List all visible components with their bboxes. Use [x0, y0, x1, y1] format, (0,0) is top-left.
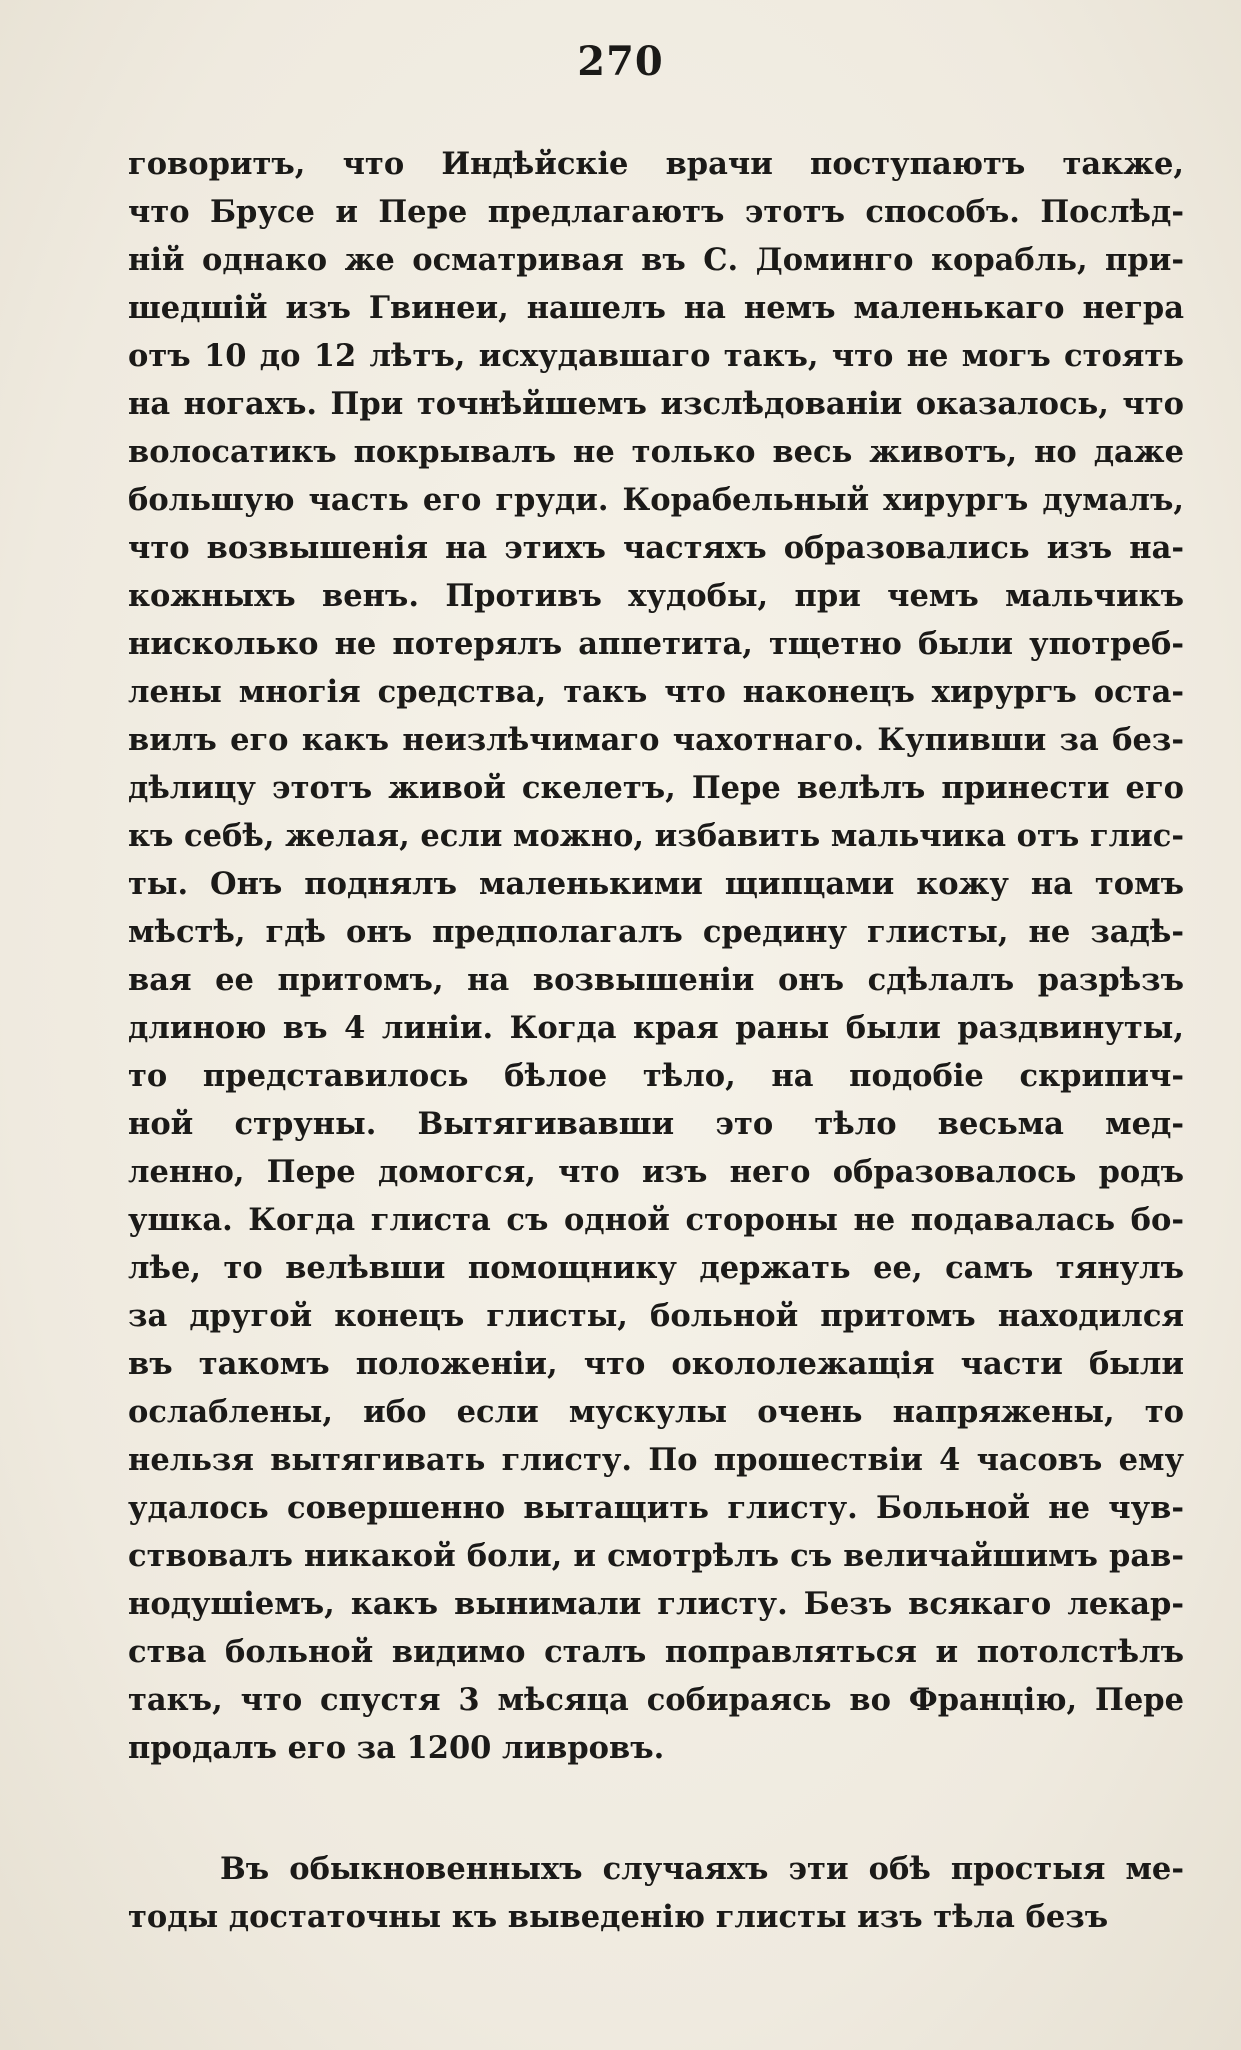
text-line: вая ее притомъ, на возвышеніи онъ сдѣлалъ разрѣзъ: [128, 962, 1184, 998]
text-line: шедшій изъ Гвинеи, нашелъ на немъ маленькаго негра: [128, 290, 1184, 326]
text-line: длиною въ 4 линіи. Когда края раны были раздвинуты,: [128, 1010, 1184, 1046]
text-line: ства больной видимо сталъ поправляться и потолстѣлъ: [128, 1634, 1184, 1670]
text-line: удалось совершенно вытащить глисту. Больной не чув-: [128, 1490, 1184, 1526]
text-line: тоды достаточны къ выведенію глисты изъ тѣла безъ: [128, 1899, 1109, 1935]
paragraph-2: [128, 1845, 1184, 1941]
text-line: большую часть его груди. Корабельный хирургъ думалъ,: [128, 482, 1184, 518]
text-line: продалъ его за 1200 ливровъ.: [128, 1730, 665, 1766]
text-line: мѣстѣ, гдѣ онъ предполагалъ средину глисты, не задѣ-: [128, 914, 1184, 950]
text-line: въ такомъ положеніи, что окололежащія части были: [128, 1346, 1184, 1382]
text-line: дѣлицу этотъ живой скелетъ, Пере велѣлъ принести его: [128, 770, 1184, 806]
text-line: нисколько не потерялъ аппетита, тщетно были употреб-: [128, 626, 1184, 662]
text-line: нельзя вытягивать глисту. По прошествіи 4 часовъ ему: [128, 1442, 1184, 1478]
text-line: что Брусе и Пере предлагаютъ этотъ способъ. Послѣд-: [128, 194, 1184, 230]
text-line: ной струны. Вытягивавши это тѣло весьма мед-: [128, 1106, 1184, 1142]
text-line: то представилось бѣлое тѣло, на подобіе скрипич-: [128, 1058, 1184, 1094]
text-line: вилъ его какъ неизлѣчимаго чахотнаго. Купивши за без-: [128, 722, 1184, 758]
text-line: волосатикъ покрывалъ не только весь животъ, но даже: [128, 434, 1184, 470]
text-line: ленно, Пере домогся, что изъ него образовалось родъ: [128, 1154, 1184, 1190]
text-line: лены многія средства, такъ что наконецъ хирургъ оста-: [128, 674, 1184, 710]
text-line: Въ обыкновенныхъ случаяхъ эти обѣ простыя ме-: [220, 1851, 1184, 1887]
page-number: 270: [577, 38, 664, 85]
text-line: такъ, что спустя 3 мѣсяца собираясь во Францію, Пере: [128, 1682, 1184, 1718]
text-line: отъ 10 до 12 лѣтъ, исхудавшаго такъ, что не могъ стоять: [128, 338, 1184, 374]
text-line: ній однако же осматривая въ С. Доминго корабль, при-: [128, 242, 1184, 278]
paragraph-1: [128, 140, 1184, 1772]
text-line: кожныхъ венъ. Противъ худобы, при чемъ мальчикъ: [128, 578, 1184, 614]
text-line: нодушіемъ, какъ вынимали глисту. Безъ всякаго лекар-: [128, 1586, 1184, 1622]
text-line: ствовалъ никакой боли, и смотрѣлъ съ величайшимъ рав-: [128, 1538, 1184, 1574]
text-line: что возвышенія на этихъ частяхъ образовались изъ на-: [128, 530, 1184, 566]
text-line: къ себѣ, желая, если можно, избавить мальчика отъ глис-: [128, 818, 1184, 854]
text-line: ты. Онъ поднялъ маленькими щипцами кожу на томъ: [128, 866, 1184, 902]
text-line: на ногахъ. При точнѣйшемъ изслѣдованіи оказалось, что: [128, 386, 1184, 422]
text-line: говоритъ, что Индѣйскіе врачи поступаютъ также,: [128, 146, 1184, 182]
text-line: ушка. Когда глиста съ одной стороны не подавалась бо-: [128, 1202, 1184, 1238]
text-line: ослаблены, ибо если мускулы очень напряжены, то: [128, 1394, 1184, 1430]
text-line: лѣе, то велѣвши помощнику держать ее, самъ тянулъ: [128, 1250, 1184, 1286]
text-line: за другой конецъ глисты, больной притомъ находился: [128, 1298, 1184, 1334]
